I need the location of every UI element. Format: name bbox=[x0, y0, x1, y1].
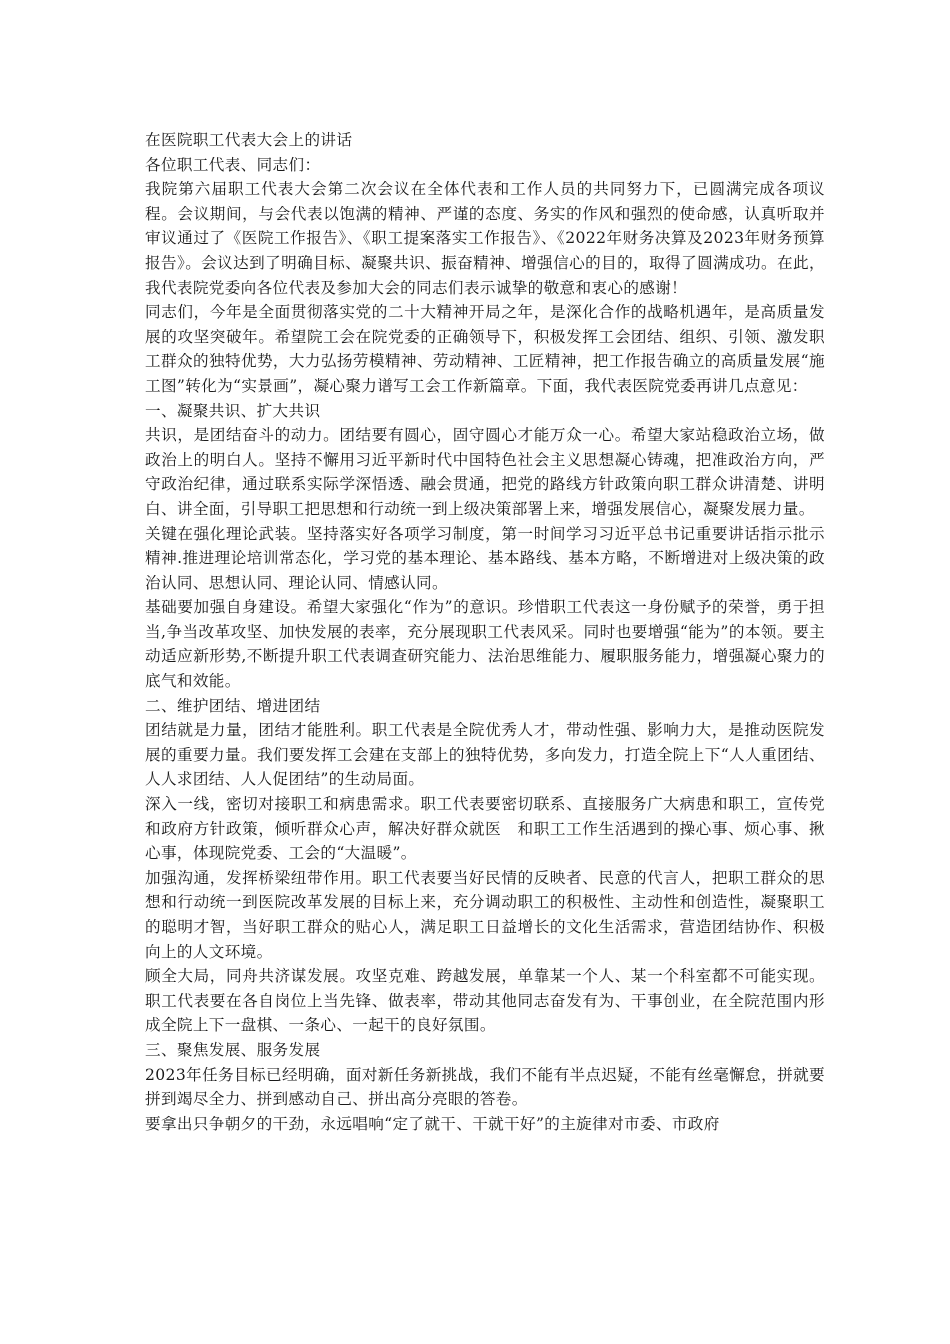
document-title: 在医院职工代表大会上的讲话 bbox=[145, 131, 353, 149]
paragraph-theory: 关键在强化理论武装。坚持落实好各项学习制度，第一时间学习习近平总书记重要讲话指示批示精神.推进理论培训常态化，学习党的基本理论、基本路线、基本方略，不断增进对上级决策的政治认同、思想认同、理论认同、情感认同。 bbox=[145, 524, 825, 592]
paragraph-frontline: 深入一线，密切对接职工和病患需求。职工代表要密切联系、直接服务广大病患和职工，宣传党和政府方针政策，倾听群众心声，解决好群众就医 和职工工作生活遇到的操心事、烦心事、揪心事，体现院党委、工会的“大温暖”。 bbox=[145, 795, 825, 863]
paragraph-unity: 团结就是力量，团结才能胜利。职工代表是全院优秀人才，带动性强、影响力大，是推动医院发展的重要力量。我们要发挥工会建在支部上的独特优势，多向发力，打造全院上下“人人重团结、人人求团结、人人促团结”的生动局面。 bbox=[145, 721, 825, 789]
section-heading-1: 一、凝聚共识、扩大共识 bbox=[145, 401, 321, 420]
section-heading-2: 二、维护团结、增进团结 bbox=[145, 696, 321, 715]
paragraph-intro: 我院第六届职工代表大会第二次会议在全体代表和工作人员的共同努力下，已圆满完成各项议程。会议期间，与会代表以饱满的精神、严谨的态度、务实的作风和强烈的使命感，认真听取并审议通过了《医院工作报告》、《职工提案落实工作报告》、《2022年财务决算及2023年财务预算报告》。会议达到了明确目标、凝聚共识、振奋精神、增强信心的目的，取得了圆满成功。在此，我代表院党委向各位代表及参加大会的同志们表示诚挚的敬意和衷心的感谢！ bbox=[145, 180, 825, 297]
document-body bbox=[145, 128, 825, 1136]
paragraph-consensus: 共识，是团结奋斗的动力。团结要有圆心，固守圆心才能万众一心。希望大家站稳政治立场，做政治上的明白人。坚持不懈用习近平新时代中国特色社会主义思想凝心铸魂，把准政治方向，严守政治纪律，通过联系实际学深悟透、融会贯通，把党的路线方针政策向职工群众讲清楚、讲明白、讲全面，引导职工把思想和行动统一到上级决策部署上来，增强发展信心，凝聚发展力量。 bbox=[145, 426, 825, 518]
section-heading-3: 三、聚焦发展、服务发展 bbox=[145, 1040, 321, 1059]
salutation: 各位职工代表、同志们： bbox=[145, 155, 321, 174]
paragraph-communication: 加强沟通，发挥桥梁纽带作用。职工代表要当好民情的反映者、民意的代言人，把职工群众的思想和行动统一到医院改革发展的目标上来，充分调动职工的积极性、主动性和创造性，凝聚职工的聪明才智，当好职工群众的贴心人，满足职工日益增长的文化生活需求，营造团结协作、积极向上的人文环境。 bbox=[145, 868, 825, 961]
paragraph-self-building: 基础要加强自身建设。希望大家强化“作为”的意识。珍惜职工代表这一身份赋予的荣誉，勇于担当,争当改革攻坚、加快发展的表率，充分展现职工代表风采。同时也要增强“能为”的本领。要主动适应新形势,不断提升职工代表调查研究能力、法治思维能力、履职服务能力，增强凝心聚力的底气和效能。 bbox=[145, 598, 825, 691]
paragraph-drive: 要拿出只争朝夕的干劲，永远唱响“定了就干、干就干好”的主旋律对市委、市政府 bbox=[145, 1114, 720, 1133]
paragraph-overall: 顾全大局，同舟共济谋发展。攻坚克难、跨越发展，单靠某一个人、某一个科室都不可能实现。职工代表要在各自岗位上当先锋、做表率，带动其他同志奋发有为、干事创业，在全院范围内形成全院上下一盘棋、一条心、一起干的良好氛围。 bbox=[145, 967, 825, 1035]
paragraph-comrades: 同志们，今年是全面贯彻落实党的二十大精神开局之年，是深化合作的战略机遇年，是高质量发展的攻坚突破年。希望院工会在院党委的正确领导下，积极发挥工会团结、组织、引领、激发职工群众的独特优势，大力弘扬劳模精神、劳动精神、工匠精神，把工作报告确立的高质量发展“施工图”转化为“实景画”，凝心聚力谱写工会工作新篇章。下面，我代表医院党委再讲几点意见： bbox=[145, 303, 825, 395]
paragraph-2023-goals: 2023年任务目标已经明确，面对新任务新挑战，我们不能有半点迟疑，不能有丝毫懈怠，拼就要拼到竭尽全力、拼到感动自己、拼出高分亮眼的答卷。 bbox=[145, 1065, 825, 1109]
